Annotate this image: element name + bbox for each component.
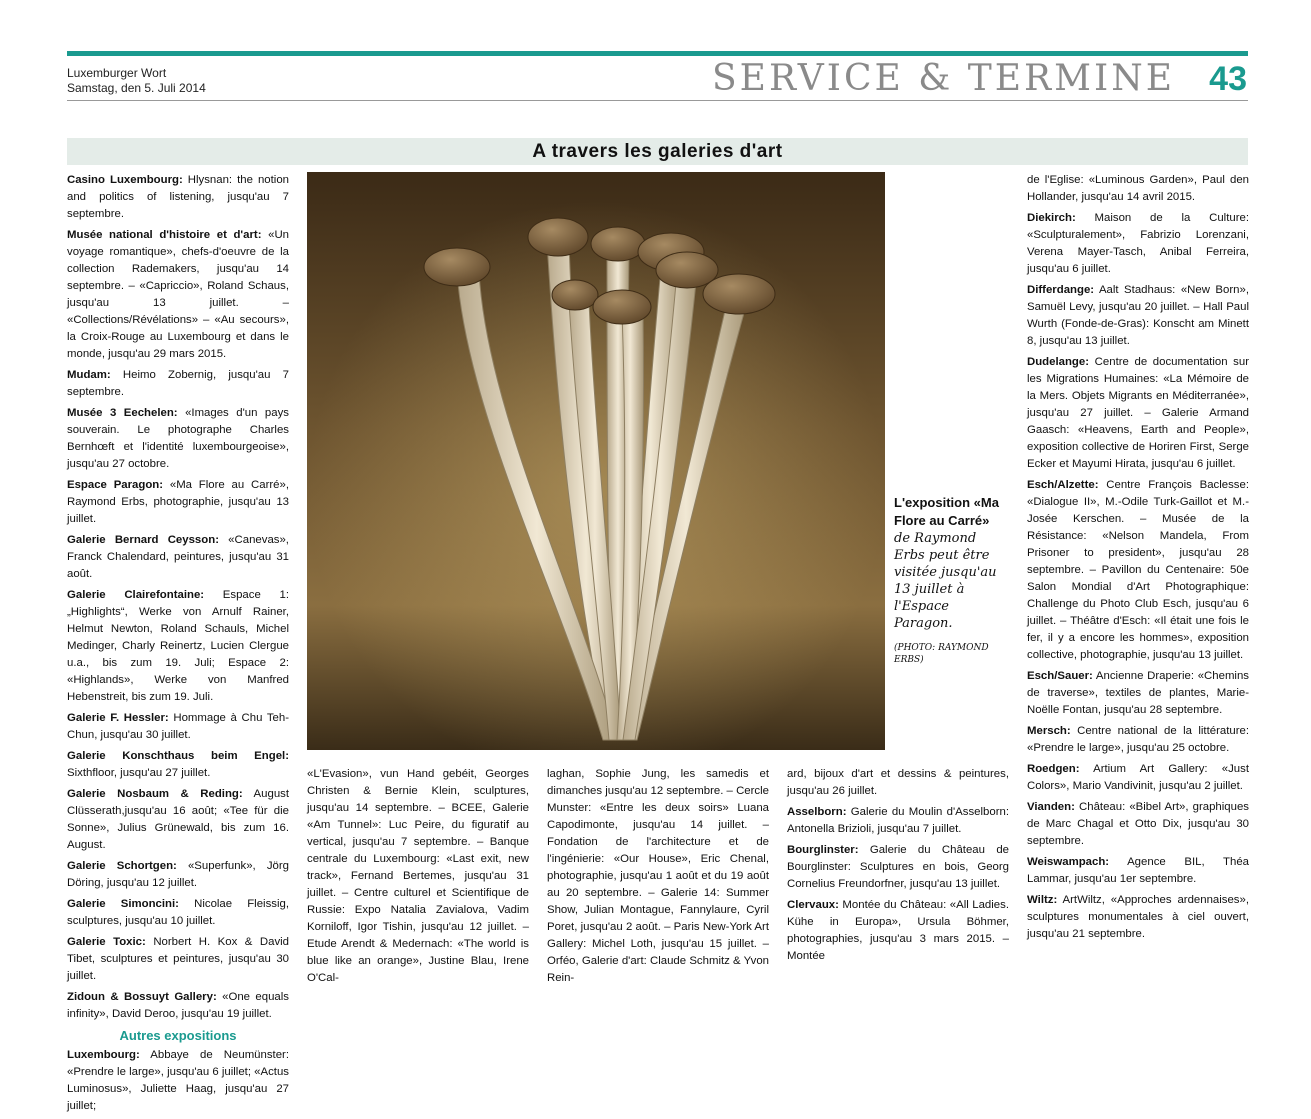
listing-entry [67,227,289,363]
listing-location: Luxembourg: [67,1049,140,1061]
column-1 [67,172,289,1119]
listing-text: Espace 1: „Highlights“, Werke von Arnulf Rainer, Helmut Newton, Roland Schauls, Michel Medinger, Charly Reinertz, Lucien Clergue u.a., bis zum 19. Juli; Espace 2: «Highlands», Werke von Manfred Hebenstreit, bis zum 19. Juli. [67,589,289,703]
listing-text: Norbert H. Kox & David Tibet, sculptures et peintures, jusqu'au 30 juillet. [67,936,289,982]
listing-entry [1027,172,1249,206]
masthead [67,66,206,96]
column-2 [307,766,529,991]
listing-location: Mudam: [67,369,111,381]
listing-text: Galerie du Château de Bourglinster: Sculptures en bois, Georg Cornelius Freundorfner, jusqu'au 13 juillet. [787,844,1009,890]
listing-entry [67,748,289,782]
listing-location: Galerie F. Hessler: [67,712,169,724]
listing-entry [1027,668,1249,719]
listing-location: Vianden: [1027,801,1075,813]
listing-location: Musée national d'histoire et d'art: [67,229,262,241]
listing-location: Galerie Konschthaus beim Engel: [67,750,289,762]
listing-entry [67,710,289,744]
listing-location: Wiltz: [1027,894,1058,906]
listing-entry [67,587,289,706]
listing-entry [787,766,1009,800]
article-title: A travers les galeries d'art [532,141,783,162]
listing-text: Artium Art Gallery: «Just Colors», Mario Vandivinit, jusqu'au 2 juillet. [1027,763,1249,792]
listing-text: «Superfunk», Jörg Döring, jusqu'au 12 juillet. [67,860,289,889]
listing-text: August Clüsserath,jusqu'au 16 août; «Tee für die Sonne», Julius Grünewald, bis zum 16. August. [67,788,290,851]
listing-location: Zidoun & Bossuyt Gallery: [67,991,217,1003]
listing-entry [1027,723,1249,757]
listing-location: Esch/Alzette: [1027,479,1099,491]
listing-text: Maison de la Culture: «Sculpturalement», Fabrizio Lorenzani, Verena Mayer-Tasch, Anibal Ferreira, jusqu'au 6 juillet. [1027,212,1249,275]
article-title-bar [67,138,1248,165]
listing-text: de l'Eglise: «Luminous Garden», Paul den Hollander, jusqu'au 14 avril 2015. [1027,174,1249,203]
listing-entry [1027,354,1249,473]
subheading-other-exhibitions: Autres expositions [119,1028,237,1043]
caption-lead: L'exposition «Ma Flore au Carré» [894,495,999,528]
listing-text: Centre François Baclesse: «Dialogue II», M.-Odile Turk-Gaillot et M.-Josée Kerschen. – Musée de la Résistance: «Nelson Mandela, From Prisoner to president», jusqu'au 28 septembre. – Pavillon du Centenaire: 50e Salon Mondial d'Art Photographique: Challenge du Photo Club Esch, jusqu'au 6 juillet. – Théâtre d'Esch: «Il était une fois le fer, il y a encore les hommes», exposition collective, photographie, jusqu'au 13 juillet. [1027,479,1249,661]
listing-entry [67,405,289,473]
listing-location: Esch/Sauer: [1027,670,1093,682]
listing-location: Weiswampach: [1027,856,1110,868]
listing-text: Aalt Stadhaus: «New Born», Samuël Levy, jusqu'au 20 juillet. – Hall Paul Wurth (Fonde-de-Gras): Konscht am Minett 8, jusqu'au 13 juillet. [1027,284,1249,347]
listing-location: Roedgen: [1027,763,1080,775]
listing-text: Galerie du Moulin d'Asselborn: Antonella Brizioli, jusqu'au 7 juillet. [787,806,1009,835]
listing-entry [67,367,289,401]
listing-location: Galerie Nosbaum & Reding: [67,788,243,800]
listing-location: Bourglinster: [787,844,859,856]
listing-text: Abbaye de Neumünster: «Prendre le large», jusqu'au 6 juillet; «Actus Luminosus», Juliette Haag, jusqu'au 27 juillet; [67,1049,289,1112]
listing-entry [1027,210,1249,278]
listing-location: Mersch: [1027,725,1071,737]
listing-text: Agence BIL, Théa Lammar, jusqu'au 1er septembre. [1027,856,1249,885]
section-title: SERVICE & TERMINE [712,58,1175,99]
listing-text: Montée du Château: «All Ladies. Kühe in Europa», Ursula Böhmer, photographies, jusqu'au 3 mars 2015. – Montée [787,899,1009,962]
listing-entry [1027,799,1249,850]
listing-text: «Canevas», Franck Chalendard, peintures, jusqu'au 31 août. [67,534,289,580]
listing-location: Dudelange: [1027,356,1090,368]
listing-text: Heimo Zobernig, jusqu'au 7 septembre. [67,369,289,398]
listing-text: Sixthfloor, jusqu'au 27 juillet. [67,767,211,779]
caption-text: de Raymond Erbs peut être visitée jusqu'au 13 juillet à l'Espace Paragon. [894,531,997,631]
listing-text: Hommage à Chu Teh-Chun, jusqu'au 30 juillet. [67,712,289,741]
listing-entry [67,896,289,930]
mushroom-photo [307,172,885,750]
listing-location: Galerie Simoncini: [67,898,179,910]
top-accent-bar [67,51,1248,56]
listing-text: «Images d'un pays souverain. Le photographe Charles Bernhœft et l'identité luxembourgeoise», jusqu'au 27 octobre. [67,407,289,470]
listing-entry [67,1047,289,1115]
listing-entry [1027,854,1249,888]
header-rule [67,100,1248,101]
listing-text: Centre de documentation sur les Migrations Humaines: «La Mémoire de la Mers. Objets Migrants en Méditerranée», jusqu'au 27 juillet. – Galerie Armand Gaasch: «Heavens, Earth and People», exposition collective de Horiren First, Serge Ecker et Mayumi Hirata, jusqu'au 6 juillet. [1027,356,1249,470]
page-number: 43 [1209,60,1247,98]
listing-location: Asselborn: [787,806,847,818]
listing-location: Galerie Clairefontaine: [67,589,205,601]
listing-location: Galerie Schortgen: [67,860,177,872]
listing-text: Château: «Bibel Art», graphiques de Marc Chagal et Otto Dix, jusqu'au 30 septembre. [1027,801,1249,847]
listing-text: Ancienne Draperie: «Chemins de traverse», textiles de plantes, Marie-Noëlle Fontan, jusqu'au 28 septembre. [1027,670,1249,716]
column-3-text: laghan, Sophie Jung, les samedis et dimanches jusqu'au 12 septembre. – Cercle Munster: «Entre les deux soirs» Luana Capodimonte, jusqu'au 14 juillet. – Fondation de l'architecture et de l'ingénierie: «Our House», Eric Chenal, photographie, jusqu'au 1 août et du 19 août au 20 septembre. – Galerie 14: Summer Show, Julian Montague, Fannylaure, Cyril Poret, jusqu'au 2 août. – Paris New-York Art Gallery: Michel Loth, jusqu'au 15 juillet. – Orféo, Galerie d'art: Claude Schmitz & Yvon Rein- [547,768,769,984]
listing-entry [1027,477,1249,664]
photo-caption [894,494,1006,666]
listing-text: «One equals infinity», David Deroo, jusqu'au 19 juillet. [67,991,289,1020]
listing-entry [67,989,289,1023]
listing-entry [67,786,289,854]
listing-entry [67,858,289,892]
listing-location: Galerie Toxic: [67,936,146,948]
listing-entry [1027,761,1249,795]
listing-text: «Un voyage romantique», chefs-d'oeuvre de la collection Rademakers, jusqu'au 14 septembre. – «Capriccio», Roland Schaus, jusqu'au 13 juillet. – «Collections/Révélations» – «Au secours», la Croix-Rouge au Luxembourg et dans le monde, jusqu'au 29 mars 2015. [67,229,290,360]
listing-location: Espace Paragon: [67,479,164,491]
listing-location: Casino Luxembourg: [67,174,183,186]
column-3 [547,766,769,991]
listing-entry [787,842,1009,893]
column-4 [787,766,1009,969]
listing-entry [67,172,289,223]
column-5 [1027,172,1249,947]
listing-text: ArtWiltz, «Approches ardennaises», sculptures monumentales à ciel ouvert, jusqu'au 21 septembre. [1027,894,1249,940]
listing-entry [787,804,1009,838]
listing-location: Differdange: [1027,284,1095,296]
listing-entry [67,532,289,583]
photo-credit: (PHOTO: RAYMOND ERBS) [894,643,989,665]
listing-location: Galerie Bernard Ceysson: [67,534,219,546]
listing-entry [67,477,289,528]
newspaper-name: Luxemburger Wort [67,66,167,80]
listing-entry [1027,892,1249,943]
listing-location: Diekirch: [1027,212,1076,224]
listing-location: Clervaux: [787,899,839,911]
listing-text: ard, bijoux d'art et dessins & peintures, jusqu'au 26 juillet. [787,768,1009,797]
listing-text: Nicolae Fleissig, sculptures, jusqu'au 10 juillet. [67,898,290,927]
listing-text: Centre national de la littérature: «Prendre le large», jusqu'au 25 octobre. [1027,725,1249,754]
listing-entry [787,897,1009,965]
issue-date: Samstag, den 5. Juli 2014 [67,81,206,95]
listing-location: Musée 3 Eechelen: [67,407,178,419]
listing-entry [1027,282,1249,350]
listing-entry [67,934,289,985]
listing-text: Hlysnan: the notion and politics of listening, jusqu'au 7 septembre. [67,174,289,220]
listing-text: «Ma Flore au Carré», Raymond Erbs, photographie, jusqu'au 13 juillet. [67,479,289,525]
column-2-text: «L'Evasion», vun Hand gebéit, Georges Christen & Bernie Klein, sculptures, jusqu'au 14 septembre. – BCEE, Galerie «Am Tunnel»: Luc Peire, du figuratif au vertical, jusqu'au 7 septembre. – Banque centrale du Luxembourg: «Last exit, new track», Fernand Bertemes, jusqu'au 31 juillet. – Centre culturel et Scientifique de Russie: Expo Natalia Zavialova, Vadim Korniloff, Igor Tishin, jusqu'au 12 juillet. – Etude Arendt & Medernach: «The world is blue like an orange», Justine Blau, Irene O'Cal- [307,768,529,984]
